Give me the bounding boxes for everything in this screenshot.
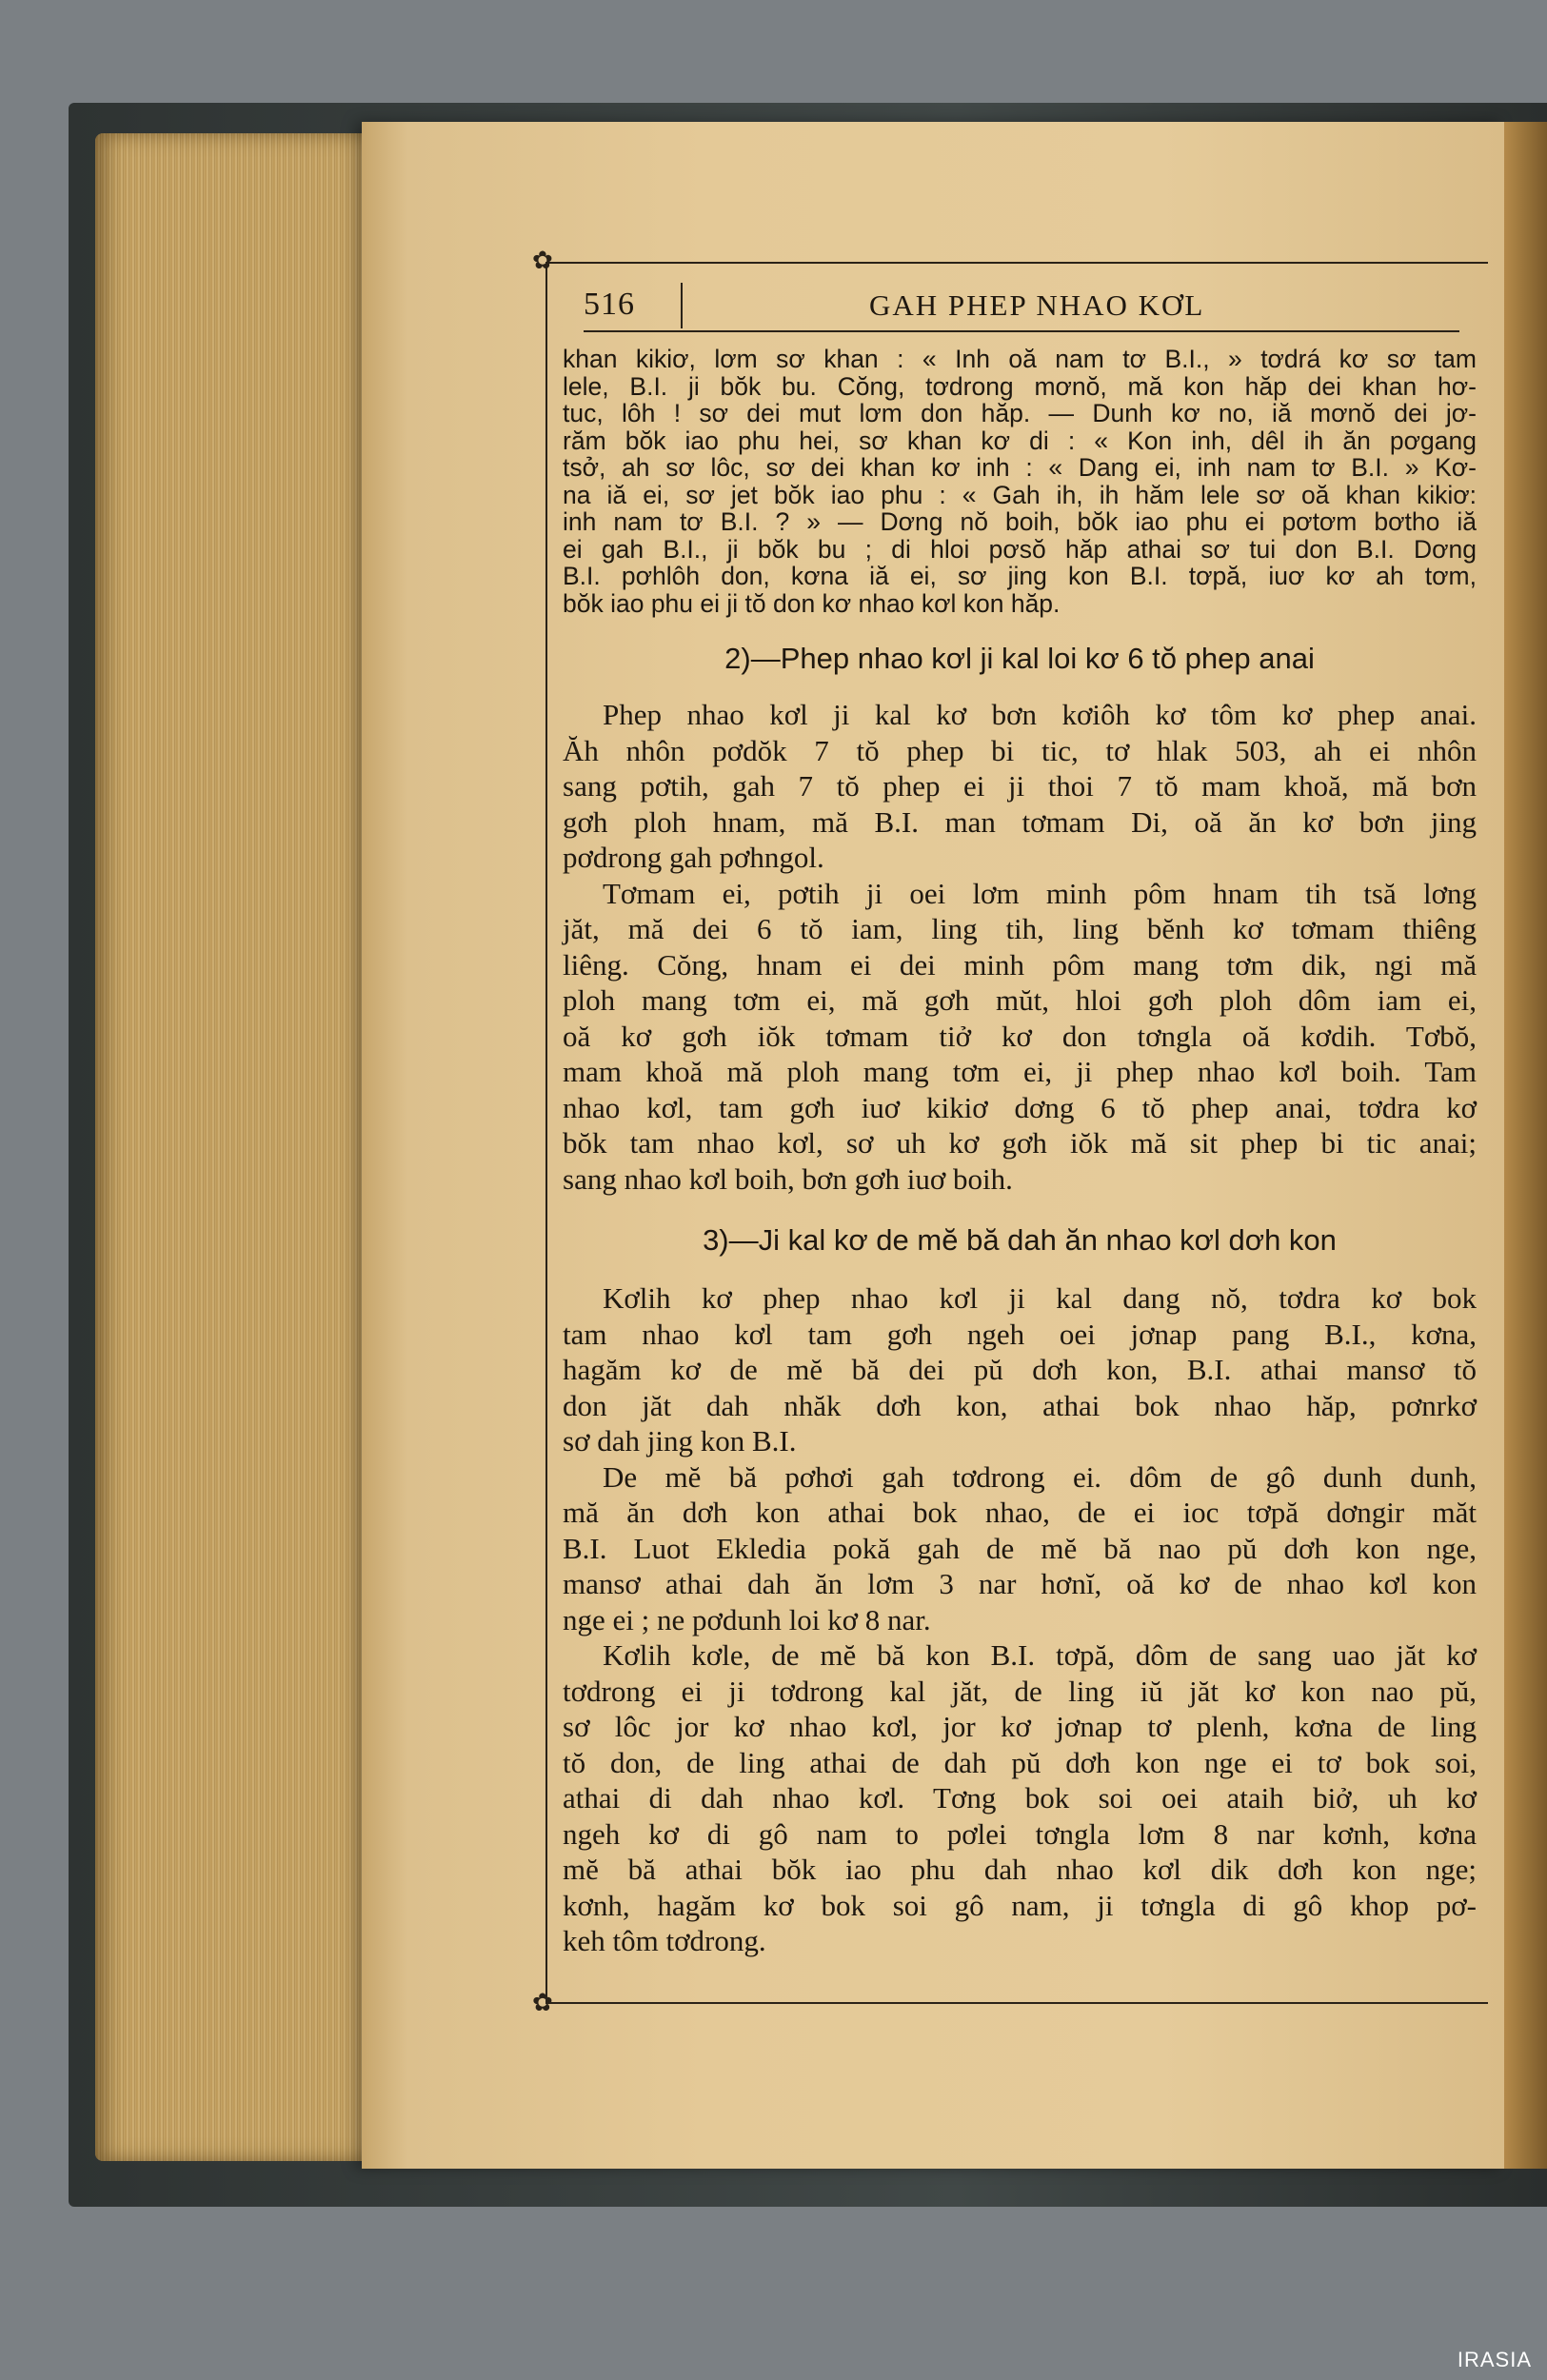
text-line: răm bŏk iao phu hei, sơ khan kơ di : « Kon inh, dêl ih ăn pơgang: [563, 426, 1477, 455]
text-line: tam nhao kơl tam gơh ngeh oei jơnap pang B.I., kơna,: [563, 1317, 1477, 1351]
text-line: Ăh nhôn pơdŏk 7 tŏ phep bi tic, tơ hlak 503, ah ei nhôn: [563, 733, 1477, 767]
ornament-bottom-left-icon: ✿: [532, 1989, 553, 2016]
text-line: Kơlih kơle, de mĕ bă kon B.I. tơpă, dôm de sang uao jăt kơ: [603, 1638, 1477, 1672]
text-line: jăt, mă dei 6 tŏ iam, ling tih, ling bĕnh kơ tơmam thiêng: [563, 912, 1477, 945]
text-line: don jăt dah nhăk dơh kon, athai bok nhao hăp, pơnrkơ: [563, 1388, 1477, 1422]
section-3-paragraph-1: [563, 1280, 1477, 1459]
text-line: sơ dah jing kon B.I.: [563, 1424, 797, 1458]
text-line: mansơ athai dah ăn lơm 3 nar hơnĭ, oă kơ de nhao kơl kon: [563, 1567, 1477, 1600]
text-line: mam khoă mă ploh mang tơm ei, ji phep nhao kơl boih. Tam: [563, 1055, 1477, 1088]
text-line: khan kikiơ, lơm sơ khan : « Inh oă nam tơ B.I., » tơdrá kơ sơ tam: [563, 345, 1477, 373]
text-line: nhao kơl, tam gơh iuơ kikiơ dơng 6 tŏ phep anai, tơdra kơ: [563, 1090, 1477, 1124]
header-divider: [681, 283, 683, 328]
text-line: ngeh kơ di gô nam to pơlei tơngla lơm 8 nar kơnh, kơna: [563, 1816, 1477, 1851]
text-line: na iă ei, sơ jet bŏk iao phu : « Gah ih, ih hăm lele sơ oă khan kikiơ:: [563, 480, 1477, 509]
page-header: [584, 283, 1459, 332]
text-line: tơdrong ei ji tơdrong kal jăt, de ling iŭ jăt kơ kon nao pŭ,: [563, 1674, 1477, 1708]
bottom-rule: [545, 2002, 1488, 2004]
section-3-heading: 3)—Ji kal kơ de mĕ bă dah ăn nhao kơl dơh kon: [703, 1223, 1337, 1257]
text-line: kơnh, hagăm kơ bok soi gô nam, ji tơngla di gô khop pơ-: [563, 1888, 1477, 1922]
text-line: bŏk tam nhao kơl, sơ uh kơ gơh iŏk mă sit phep bi tic anai;: [563, 1126, 1477, 1160]
text-line: bŏk iao phu ei ji tŏ don kơ nhao kơl kon hăp.: [563, 588, 1061, 618]
ornament-top-left-icon: ✿: [532, 247, 553, 274]
text-line: Phep nhao kơl ji kal kơ bơn kơiôh kơ tôm kơ phep anai.: [603, 698, 1477, 731]
section-2-heading: 2)—Phep nhao kơl ji kal loi kơ 6 tŏ phep anai: [724, 642, 1315, 675]
page-number: 516: [584, 287, 635, 322]
text-line: keh tôm tơdrong.: [563, 1924, 766, 1957]
intro-paragraph: [563, 346, 1477, 617]
text-line: oă kơ gơh iŏk tơmam tiở kơ don tơngla oă kơdih. Tơbŏ,: [563, 1019, 1477, 1053]
top-rule: [545, 262, 1488, 264]
text-line: De mĕ bă pơhơi gah tơdrong ei. dôm de gô dunh dunh,: [603, 1459, 1477, 1494]
section-2-paragraph-1: [563, 697, 1477, 876]
text-frame: [532, 247, 1488, 2016]
text-line: tuc, lôh ! sơ dei mut lơm don hăp. — Dunh kơ no, iă mơnŏ dei jơ-: [563, 399, 1477, 427]
text-line: liêng. Cŏng, hnam ei dei minh pôm mang tơm dik, ngi mă: [563, 947, 1477, 982]
text-line: sang nhao kơl boih, bơn gơh iuơ boih.: [563, 1161, 1013, 1196]
text-line: Tơmam ei, pơtih ji oei lơm minh pôm hnam tih tsă lơng: [603, 876, 1477, 910]
text-line: ploh mang tơm ei, mă gơh mŭt, hloi gơh ploh dôm iam ei,: [563, 983, 1477, 1017]
text-line: inh nam tơ B.I. ? » — Dơng nŏ boih, bŏk iao phu ei pơtơm bơtho iă: [563, 507, 1477, 536]
text-line: Kơlih kơ phep nhao kơl ji kal dang nŏ, tơdra kơ bok: [603, 1281, 1477, 1315]
text-line: pơdrong gah pơhngol.: [563, 841, 824, 874]
text-line: hagăm kơ de mĕ bă dei pŭ dơh kon, B.I. athai mansơ tŏ: [563, 1353, 1477, 1386]
watermark: IRASIA: [1457, 2348, 1532, 2371]
text-line: ei gah B.I., ji bŏk bu ; di hloi pơsŏ hăp athai sơ tui don B.I. Dơng: [563, 534, 1477, 564]
text-line: B.I. Luot Ekledia pokă gah de mĕ bă nao pŭ dơh kon nge,: [563, 1531, 1477, 1565]
text-line: sơ lôc jor kơ nhao kơl, jor kơ jơnap tơ plenh, kơna de ling: [563, 1710, 1477, 1743]
running-title: GAH PHEP NHAO KƠL: [869, 288, 1205, 322]
section-3-paragraph-3: [563, 1637, 1477, 1959]
page-edges: [95, 133, 381, 2161]
text-line: athai di dah nhao kơl. Tơng bok soi oei ataih biở, uh kơ: [563, 1781, 1477, 1815]
text-line: lele, B.I. ji bŏk bu. Cŏng, tơdrong mơnŏ, mă kon hăp dei khan hơ-: [563, 371, 1477, 401]
text-line: tŏ don, de ling athai de dah pŭ dơh kon nge ei tơ bok soi,: [563, 1745, 1477, 1779]
text-line: gơh ploh hnam, mă B.I. man tơmam Di, oă ăn kơ bơn jing: [563, 804, 1477, 839]
book-gutter: [1504, 122, 1547, 2169]
text-line: nge ei ; ne pơdunh loi kơ 8 nar.: [563, 1602, 931, 1636]
section-3-paragraph-2: [563, 1459, 1477, 1638]
section-2-paragraph-2: [563, 876, 1477, 1198]
left-rule: [545, 262, 547, 2004]
text-line: sang pơtih, gah 7 tŏ phep ei ji thoi 7 tŏ mam khoă, mă bơn: [563, 769, 1477, 803]
text-line: mă ăn dơh kon athai bok nhao, de ei ioc tơpă dơngir măt: [563, 1496, 1477, 1529]
text-line: tsở, ah sơ lôc, sơ dei khan kơ inh : « Dang ei, inh nam tơ B.I. » Kơ-: [563, 453, 1477, 482]
text-line: mĕ bă athai bŏk iao phu dah nhao kơl dik dơh kon nge;: [563, 1853, 1477, 1886]
text-line: B.I. pơhlôh don, kơna iă ei, sơ jing kon B.I. tơpă, iuơ kơ ah tơm,: [563, 562, 1477, 590]
page-body: [563, 346, 1477, 1959]
